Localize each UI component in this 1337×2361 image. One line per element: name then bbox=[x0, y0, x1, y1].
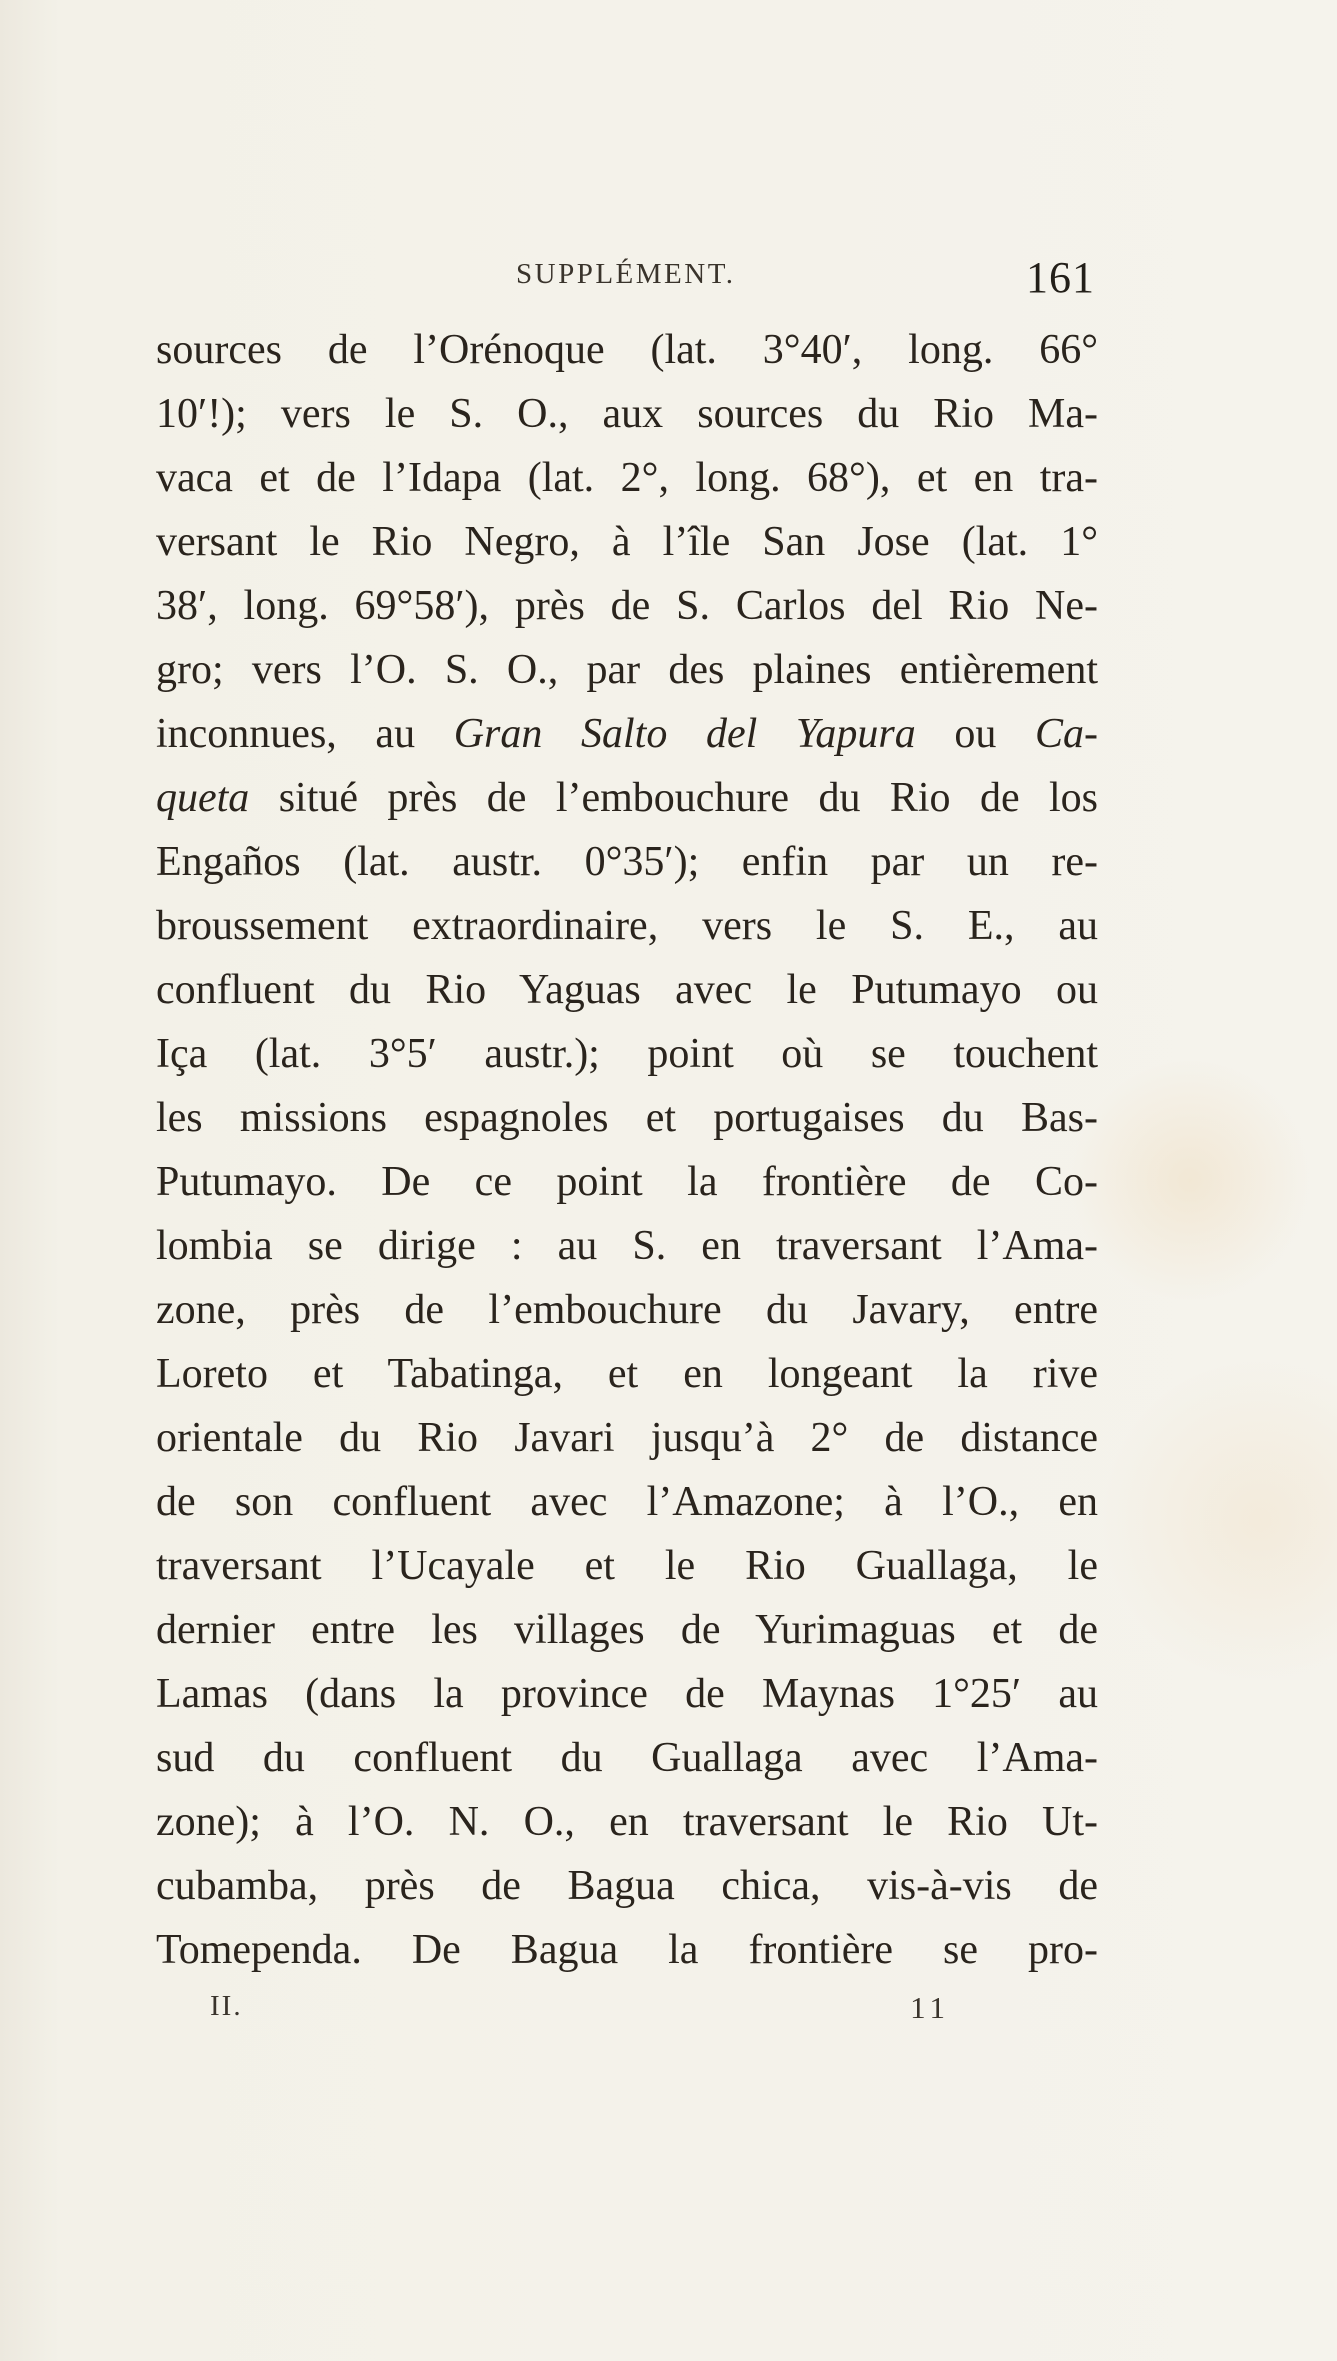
text-line: cubamba, près de Bagua chica, vis-à-vis de bbox=[156, 1863, 1098, 1909]
text-run: situé près de l’embouchure du Rio de los bbox=[249, 775, 1098, 821]
body-text bbox=[156, 318, 1098, 1982]
text-line: de son confluent avec l’Amazone; à l’O., en bbox=[156, 1479, 1098, 1525]
page-footer bbox=[210, 1990, 960, 2038]
text-line: Engaños (lat. austr. 0°35′); enfin par un re- bbox=[156, 839, 1098, 885]
text-line: orientale du Rio Javari jusqu’à 2° de distance bbox=[156, 1415, 1098, 1461]
text-line: Loreto et Tabatinga, et en longeant la rive bbox=[156, 1351, 1098, 1397]
text-line: 38′, long. 69°58′), près de S. Carlos del Rio Ne- bbox=[156, 583, 1098, 629]
italic-place-name: queta bbox=[156, 775, 250, 821]
text-line: versant le Rio Negro, à l’île San Jose (lat. 1° bbox=[156, 519, 1098, 565]
text-line: lombia se dirige : au S. en traversant l’Ama- bbox=[156, 1223, 1098, 1269]
text-line: dernier entre les villages de Yurimaguas et de bbox=[156, 1607, 1098, 1653]
text-line: Lamas (dans la province de Maynas 1°25′ au bbox=[156, 1671, 1098, 1717]
text-line: broussement extraordinaire, vers le S. E., au bbox=[156, 903, 1098, 949]
text-line: sources de l’Orénoque (lat. 3°40′, long. 66° bbox=[156, 327, 1098, 373]
gathering-mark: 11 bbox=[910, 1990, 950, 2025]
text-line: zone, près de l’embouchure du Javary, entre bbox=[156, 1287, 1098, 1333]
text-line: les missions espagnoles et portugaises du Bas- bbox=[156, 1095, 1098, 1141]
text-line bbox=[156, 766, 1098, 830]
text-line: sud du confluent du Guallaga avec l’Ama- bbox=[156, 1735, 1098, 1781]
text-line: Putumayo. De ce point la frontière de Co- bbox=[156, 1159, 1098, 1205]
text-line: gro; vers l’O. S. O., par des plaines entièrement bbox=[156, 647, 1098, 693]
text-line: 10′!); vers le S. O., aux sources du Rio Ma- bbox=[156, 391, 1098, 437]
running-title: SUPPLÉMENT. bbox=[516, 258, 736, 290]
text-run: ou bbox=[915, 711, 1035, 757]
text-line: Tomependa. De Bagua la frontière se pro- bbox=[156, 1927, 1098, 1973]
running-head bbox=[160, 253, 1105, 306]
text-line: Içа (lat. 3°5′ austr.); point où se touchent bbox=[156, 1031, 1098, 1077]
italic-place-name: Gran Salto del Yapura bbox=[453, 711, 916, 757]
text-line: confluent du Rio Yaguas avec le Putumayo ou bbox=[156, 967, 1098, 1013]
text-line: traversant l’Ucayale et le Rio Guallaga, le bbox=[156, 1543, 1098, 1589]
page-number: 161 bbox=[1026, 253, 1095, 302]
volume-signature: II. bbox=[210, 1990, 243, 2022]
italic-place-name: Ca- bbox=[1035, 711, 1098, 757]
text-line: zone); à l’O. N. O., en traversant le Rio Ut- bbox=[156, 1799, 1098, 1845]
text-run: inconnues, au bbox=[156, 711, 454, 757]
text-line bbox=[156, 702, 1098, 766]
text-line: vaca et de l’Idapa (lat. 2°, long. 68°), et en tra- bbox=[156, 455, 1098, 501]
